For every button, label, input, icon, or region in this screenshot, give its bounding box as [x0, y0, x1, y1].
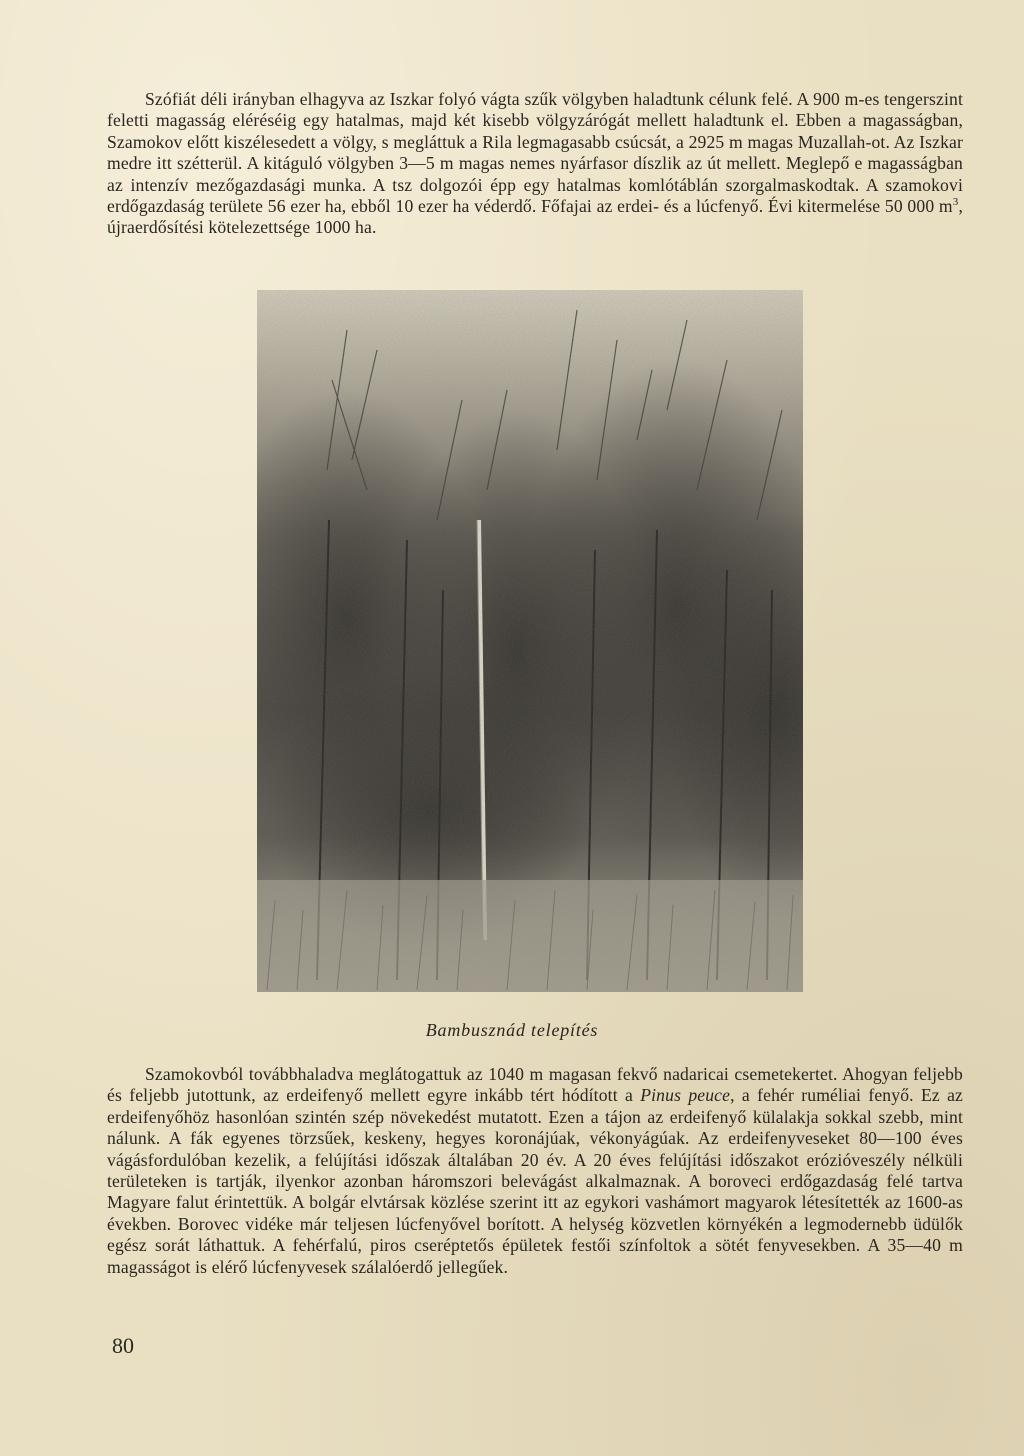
superscript-3: 3	[952, 196, 959, 209]
bamboo-grove-illustration	[257, 290, 803, 992]
species-name: Pinus peuce	[640, 1085, 731, 1106]
page-number: 80	[112, 1333, 134, 1358]
bamboo-photograph	[257, 290, 803, 992]
body-paragraph: Szamokovból továbbhaladva meglátogattuk az 1040 m magasan fekvő nadaricai csemetekertet. Ahogyan feljebb és feljebb jutottunk, az erdeifenyő mellett egyre inkább tért hódított a Pinus peuce, a fehér ruméliai fenyő. Ez az erdeifenyőhöz hasonlóan szintén szép növekedést mutatott. Ezen a tájon az erdeifenyő külalakja sokkal szebb, mint nálunk. A fák egyenes törzsűek, keskeny, hegyes koronájúak, vékonyágúak. Az erdeifenyveseket 80—100 éves vágásfordulóban kezelik, a felújítási időszak általában 20 év. A 20 éves felújítási időszakot erózióveszély nélküli területeken is tartják, ilyenkor azonban háromszori belevágást alkalmaznak. A boroveci erdőgazdaság felé tartva Magyare falut érintettük. A bolgár elvtársak közlése szerint itt az egykori vashámort magyarok létesítették az 1600-as években. Borovec vidéke már teljesen lúcfenyővel borított. A helység közvetlen környékén a legmodernebb üdülők egész sorát láthattuk. A fehérfalú, piros cseréptetős épületek festői színfoltok a sötét fenyvesekben. A 35—40 m magasságot is elérő lúcfenyvesek szálalóerdő jellegűek.	[107, 1064, 963, 1277]
intro-paragraph: Szófiát déli irányban elhagyva az Iszkar folyó vágta szűk völgyben haladtunk célunk felé. A 900 m-es tengerszint feletti magasság eléréséig egy hatalmas, majd két kisebb völgyzárógát mellett haladtunk el. Ebben a magasságban, Szamokov előtt kiszélesedett a völgy, s megláttuk a Rila legmagasabb csúcsát, a 2925 m magas Muzallah-ot. Az Iszkar medre itt szétterül. A kitáguló völgyben 3—5 m magas nemes nyárfasor díszlik az út mellett. Meglepő e magasságban az intenzív mezőgazdasági munka. A tsz dolgozói épp egy hatalmas komlótáblán szorgalmaskodtak. A szamokovi erdőgazdaság területe 56 ezer ha, ebből 10 ezer ha véderdő. Főfajai az erdei- és a lúcfenyő. Évi kitermelése 50 000 $m^3$, újraerdősítési kötelezettsége 1000 ha.	[107, 89, 963, 238]
photo-caption: Bambusznád telepítés	[425, 1020, 599, 1040]
